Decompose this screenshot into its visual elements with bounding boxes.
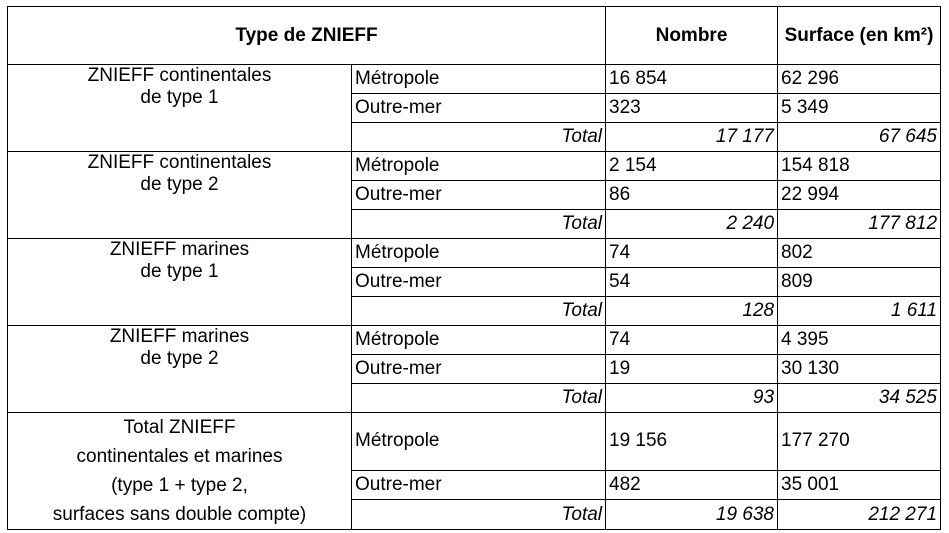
nombre-cell: 2 154 [606,152,778,181]
group-label [8,65,352,152]
group-label-line: ZNIEFF marines [109,326,250,347]
total-label: Total [352,500,606,530]
total-nombre: 128 [606,297,778,326]
nombre-cell: 86 [606,181,778,210]
total-label: Total [352,210,606,239]
total-surface: 1 611 [778,297,941,326]
group-label [8,152,352,239]
sub-label: Métropole [352,65,606,94]
nombre-cell: 323 [606,94,778,123]
total-label: Total [352,384,606,413]
sub-label: Outre-mer [352,94,606,123]
group-label-line: de type 1 [140,87,219,108]
total-surface: 212 271 [778,500,941,530]
table-row [8,326,941,355]
total-surface: 67 645 [778,123,941,152]
surface-cell: 154 818 [778,152,941,181]
nombre-cell: 16 854 [606,65,778,94]
surface-cell: 35 001 [778,470,941,500]
header-nombre: Nombre [606,7,778,65]
group-label-line: surfaces sans double compte) [52,504,307,525]
total-nombre: 17 177 [606,123,778,152]
header-row [8,7,941,65]
sub-label: Outre-mer [352,470,606,500]
total-nombre: 19 638 [606,500,778,530]
nombre-cell: 19 156 [606,413,778,471]
surface-cell: 22 994 [778,181,941,210]
nombre-cell: 482 [606,470,778,500]
sub-label: Métropole [352,413,606,471]
nombre-cell: 74 [606,326,778,355]
group-label [8,326,352,413]
surface-cell: 62 296 [778,65,941,94]
surface-cell: 5 349 [778,94,941,123]
group-label [8,239,352,326]
header-surface: Surface (en km²) [778,7,941,65]
total-nombre: 93 [606,384,778,413]
nombre-cell: 74 [606,239,778,268]
sub-label: Outre-mer [352,181,606,210]
znieff-table [7,6,941,530]
surface-cell: 809 [778,268,941,297]
total-surface: 34 525 [778,384,941,413]
nombre-cell: 54 [606,268,778,297]
header-type: Type de ZNIEFF [8,7,606,65]
total-label: Total [352,297,606,326]
surface-cell: 30 130 [778,355,941,384]
table-row [8,239,941,268]
group-label-line: ZNIEFF continentales [87,65,272,86]
sub-label: Outre-mer [352,268,606,297]
table-row [8,152,941,181]
total-surface: 177 812 [778,210,941,239]
group-label [8,413,352,530]
nombre-cell: 19 [606,355,778,384]
group-label-line: (type 1 + type 2, [111,475,248,496]
group-label-line: continentales et marines [76,446,283,467]
sub-label: Outre-mer [352,355,606,384]
group-label-line: Total ZNIEFF [123,417,236,438]
sub-label: Métropole [352,152,606,181]
surface-cell: 802 [778,239,941,268]
group-label-line: de type 2 [140,174,219,195]
table-row [8,413,941,471]
group-label-line: de type 1 [140,261,219,282]
total-nombre: 2 240 [606,210,778,239]
total-label: Total [352,123,606,152]
group-label-line: ZNIEFF marines [109,239,250,260]
surface-cell: 4 395 [778,326,941,355]
group-label-line: de type 2 [140,348,219,369]
sub-label: Métropole [352,326,606,355]
table-row [8,65,941,94]
group-label-line: ZNIEFF continentales [87,152,272,173]
surface-cell: 177 270 [778,413,941,471]
sub-label: Métropole [352,239,606,268]
